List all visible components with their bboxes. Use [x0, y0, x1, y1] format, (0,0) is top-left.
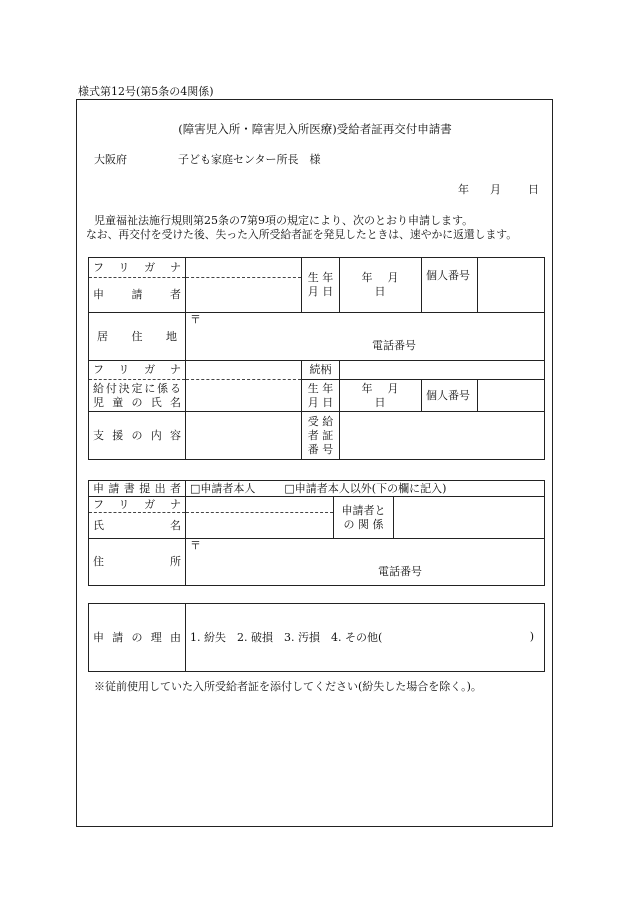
reason-other-close: ) — [529, 630, 534, 643]
submitter-furigana-label: フリガナ — [89, 497, 186, 513]
checkbox-applicant-other[interactable]: □申請者本人以外(下の欄に記入) — [284, 481, 447, 495]
intro-line-1: 児童福祉法施行規則第25条の7第9項の規定により、次のとおり申請します。 — [94, 214, 474, 227]
residence-label: 居住地 — [89, 313, 186, 361]
form-title: (障害児入所・障害児入所医療)受給者証再交付申請書 — [178, 122, 452, 136]
reason-options-text: 1. 紛失 2. 破損 3. 汚損 4. その他( — [190, 630, 383, 644]
postal-mark: 〒 — [190, 539, 201, 552]
addressee-prefecture: 大阪府 — [94, 153, 127, 166]
phone-label: 電話番号 — [378, 565, 423, 578]
submitter-name-label: 氏名 — [89, 513, 186, 539]
submitter-options — [186, 481, 545, 497]
furigana-label: フリガナ — [89, 258, 186, 278]
date-year-label: 年 — [458, 183, 469, 196]
date-day-label: 日 — [528, 183, 539, 196]
relationship-field[interactable] — [340, 361, 545, 380]
personal-number-field[interactable] — [478, 258, 545, 313]
applicant-name-field[interactable] — [186, 278, 302, 313]
submitter-address-field[interactable] — [186, 539, 545, 586]
addressee-office: 子ども家庭センター所長 様 — [178, 153, 321, 166]
child-furigana-label: フリガナ — [89, 361, 186, 380]
child-name-field[interactable] — [186, 380, 302, 412]
child-personal-number-field[interactable] — [478, 380, 545, 412]
reason-table — [88, 603, 545, 672]
support-content-field[interactable] — [186, 412, 302, 460]
residence-field[interactable] — [186, 313, 545, 361]
submitter-name-field[interactable] — [186, 513, 334, 539]
relationship-label: 続柄 — [302, 361, 340, 380]
checkbox-applicant-self[interactable]: □申請者本人 — [190, 481, 256, 495]
phone-label: 電話番号 — [372, 339, 416, 352]
submitter-label: 申請書提出者 — [89, 481, 186, 497]
submitter-furigana-field[interactable] — [186, 497, 334, 513]
applicant-table — [88, 257, 545, 460]
support-content-label: 支援の内容 — [89, 412, 186, 460]
submitter-table — [88, 480, 545, 586]
form-frame — [76, 99, 553, 827]
recipient-number-field[interactable] — [340, 412, 545, 460]
date-month-label: 月 — [490, 183, 501, 196]
birth-date-label: 生 年 月 日 — [302, 258, 340, 313]
intro-line-2: なお、再交付を受けた後、失った入所受給者証を発見したときは、速やかに返還します。 — [86, 228, 518, 241]
attachment-note: ※従前使用していた入所受給者証を添付してください(紛失した場合を除く。)。 — [94, 680, 482, 693]
applicant-birth-date-field[interactable]: 年 月日 — [340, 258, 422, 313]
applicant-furigana-field[interactable] — [186, 258, 302, 278]
child-birth-date-field[interactable]: 年 月日 — [340, 380, 422, 412]
submitter-address-label: 住所 — [89, 539, 186, 586]
personal-number-label: 個人番号 — [422, 258, 478, 313]
reason-options[interactable] — [186, 604, 545, 672]
recipient-number-label: 受 給 者 証 番 号 — [302, 412, 340, 460]
postal-mark: 〒 — [190, 313, 201, 326]
reason-label: 申請の理由 — [89, 604, 186, 672]
child-name-label: 給付決定に係る 児童の氏名 — [89, 380, 186, 412]
applicant-label: 申請者 — [89, 278, 186, 313]
child-birth-date-label: 生 年 月 日 — [302, 380, 340, 412]
child-personal-number-label: 個人番号 — [422, 380, 478, 412]
child-furigana-field[interactable] — [186, 361, 302, 380]
relation-to-applicant-label: 申請者と の 関 係 — [334, 497, 394, 539]
form-number: 様式第12号(第5条の4関係) — [78, 85, 214, 98]
relation-to-applicant-field[interactable] — [394, 497, 545, 539]
